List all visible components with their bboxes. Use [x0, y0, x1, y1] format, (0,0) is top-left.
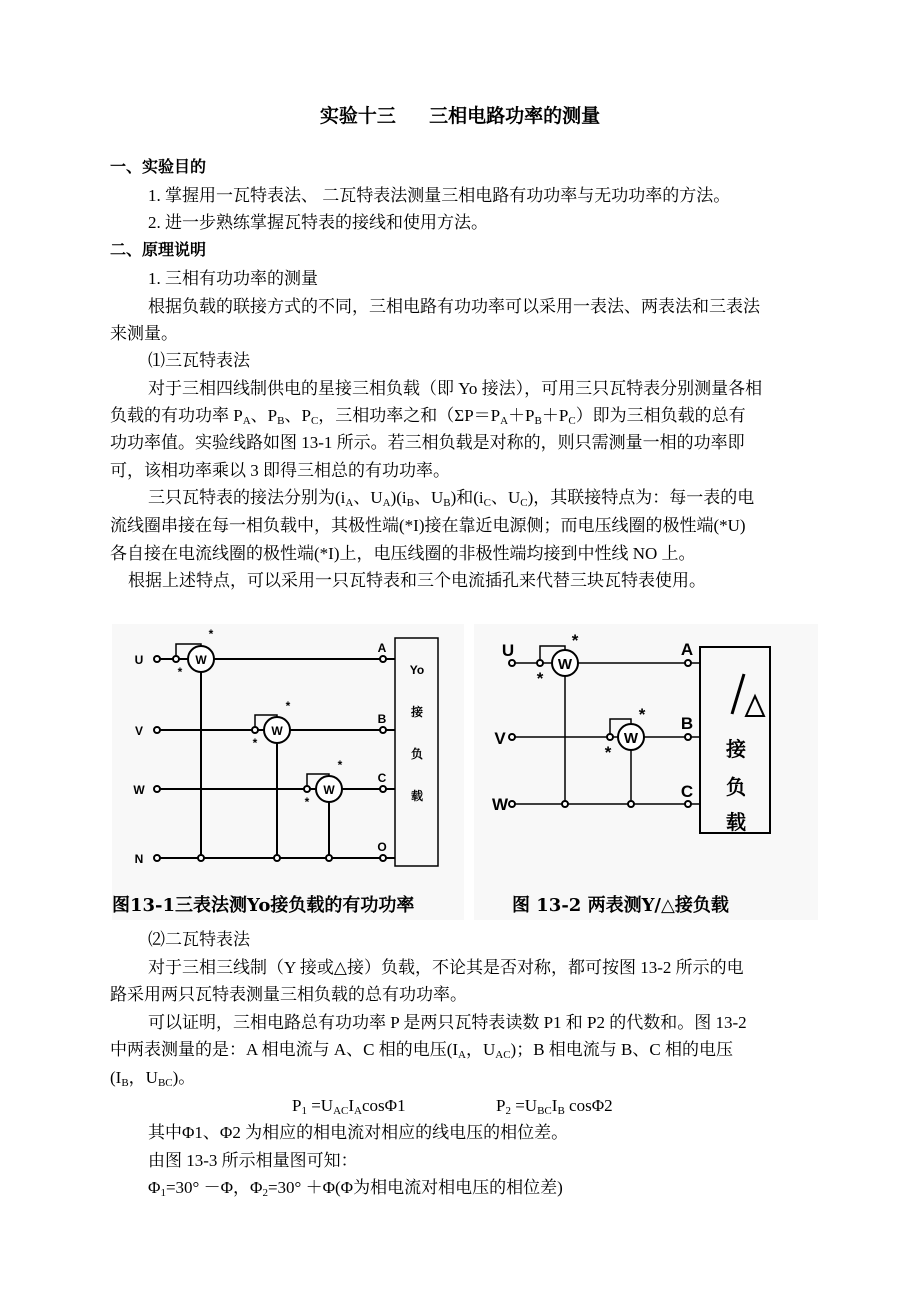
svg-text:*: * — [571, 631, 579, 650]
subscript: A — [500, 415, 509, 427]
paragraph-line — [148, 1150, 358, 1172]
paragraph-line — [148, 1012, 747, 1034]
svg-text:V: V — [494, 729, 506, 748]
subscript: B — [557, 1105, 565, 1117]
text-run: ＋P — [508, 406, 535, 425]
text-run: 1. 三相有功功率的测量 — [148, 269, 318, 288]
subscript: 2 — [262, 1187, 268, 1199]
subscript: BC — [157, 1077, 173, 1089]
text-run: 、U — [413, 488, 444, 507]
text-run: 根据上述特点，可以采用一只瓦特表和三个电流插孔来代替三块瓦特表使用。 — [128, 571, 706, 590]
paragraph-line — [128, 570, 706, 592]
text-run: 来测量。 — [110, 324, 178, 343]
text-run: 其中Φ1、Φ2 为相应的相电流对相应的线电压的相位差。 — [148, 1123, 569, 1142]
subscript: AC — [333, 1105, 349, 1117]
svg-text:负: 负 — [410, 747, 424, 761]
svg-text:N: N — [134, 852, 144, 866]
text-run: 负载的有功功率 P — [110, 406, 243, 425]
subscript: A — [242, 415, 251, 427]
paragraph-line — [110, 405, 746, 427]
text-run: 、U — [353, 488, 383, 507]
svg-text:W: W — [323, 783, 335, 797]
subscript: BC — [537, 1105, 552, 1117]
paragraph-line — [110, 323, 178, 345]
text-run: 流线圈串接在每一相负载中，其极性端(*I)接在靠近电源侧；而电压线圈的极性端(*U) — [110, 516, 746, 535]
text-run: 根据负载的联接方式的不同，三相电路有功功率可以采用一表法、两表法和三表法 — [148, 297, 760, 316]
subscript: 2 — [505, 1105, 511, 1117]
paragraph-line — [110, 1039, 733, 1061]
paragraph-line — [148, 487, 754, 509]
text-run: ）即为三相负载的总有 — [575, 406, 746, 425]
svg-text:A: A — [377, 641, 387, 655]
paragraph-line — [148, 1122, 568, 1144]
text-run: 中两表测量的是：A 相电流与 A、C 相的电压(I — [110, 1040, 459, 1059]
subheading-two-wattmeter — [148, 929, 250, 951]
formula-p1 — [292, 1095, 406, 1117]
text-run: 可，该相功率乘以 3 即得三相总的有功功率。 — [110, 461, 450, 480]
text-run: 、P — [250, 406, 278, 425]
text-run: 、P — [284, 406, 311, 425]
svg-text:B: B — [680, 714, 694, 733]
svg-text:*: * — [536, 669, 544, 688]
text-run: 、U — [490, 488, 521, 507]
text-run: P — [292, 1096, 302, 1115]
svg-text:W: W — [491, 795, 509, 814]
subscript: B — [277, 415, 285, 427]
svg-text:A: A — [680, 640, 694, 659]
text-run: I — [551, 1096, 558, 1115]
svg-text:W: W — [271, 724, 283, 738]
text-run: (I — [110, 1068, 122, 1087]
svg-text:W: W — [557, 656, 573, 673]
text-run: )。 — [172, 1068, 196, 1087]
svg-text:C: C — [680, 782, 694, 801]
svg-text:B: B — [377, 712, 387, 726]
three-wattmeter-circuit-diagram — [112, 624, 464, 920]
paragraph-line — [110, 432, 745, 454]
text-run: 三只瓦特表的接法分别为(i — [148, 488, 346, 507]
paragraph-line — [148, 378, 762, 400]
svg-text:W: W — [195, 653, 207, 667]
paragraph-line — [148, 296, 760, 318]
subscript: A — [354, 1105, 362, 1117]
svg-text:V: V — [134, 724, 144, 738]
page-title — [0, 101, 920, 128]
text-run: ⑴三瓦特表法 — [148, 351, 250, 370]
svg-text:W: W — [133, 783, 145, 797]
subheading-three-wattmeter — [148, 350, 250, 372]
text-run: Φ — [148, 1178, 161, 1197]
subscript: B — [443, 497, 451, 509]
subscript: B — [406, 497, 414, 509]
svg-text:负: 负 — [726, 777, 746, 799]
text-run: =30° －Φ，Φ — [165, 1178, 263, 1197]
paragraph-line — [148, 957, 744, 979]
paragraph-line — [110, 1067, 195, 1089]
title-experiment-number: 实验十三 — [319, 106, 396, 127]
subscript: A — [345, 497, 354, 509]
svg-text:*: * — [638, 705, 646, 724]
formula-p2 — [496, 1095, 613, 1117]
subscript: C — [310, 415, 319, 427]
text-run: =U — [510, 1096, 538, 1115]
text-run: cosΦ2 — [564, 1096, 613, 1115]
text-run: ⑵二瓦特表法 — [148, 930, 250, 949]
section-heading-purpose: 一、实验目的 — [110, 159, 207, 176]
subscript: C — [568, 415, 576, 427]
text-run: ，三相功率之和（ΣP＝P — [318, 406, 501, 425]
paragraph-line — [148, 212, 488, 234]
svg-text:接: 接 — [410, 705, 424, 719]
subscript: A — [382, 497, 391, 509]
text-run: ，U — [128, 1068, 158, 1087]
formula-phase-angles — [148, 1177, 563, 1199]
section-heading-principle: 二、原理说明 — [110, 242, 207, 259]
subscript: A — [458, 1049, 466, 1061]
svg-text:W: W — [623, 730, 639, 747]
svg-text:*: * — [604, 743, 612, 762]
text-run: =30° ＋Φ(Φ为相电流对相电压的相位差) — [267, 1178, 563, 1197]
svg-text:*: * — [337, 758, 343, 772]
svg-text:C: C — [377, 771, 387, 785]
figure-13-2 — [474, 624, 818, 920]
text-run: 路采用两只瓦特表测量三相负载的总有功功率。 — [110, 985, 467, 1004]
figure-13-1 — [112, 624, 464, 920]
svg-text:U: U — [134, 653, 144, 667]
paragraph-line — [110, 515, 746, 537]
svg-text:Yo: Yo — [409, 663, 425, 677]
subscript: AC — [495, 1049, 511, 1061]
paragraph-line — [148, 185, 730, 207]
subscript: 1 — [301, 1105, 307, 1117]
paragraph-line — [110, 543, 696, 565]
paragraph-line — [110, 984, 467, 1006]
text-run: )(i — [390, 488, 407, 507]
subscript: 1 — [160, 1187, 166, 1199]
text-run: 对于三相四线制供电的星接三相负载（即 Yo 接法），可用三只瓦特表分别测量各相 — [148, 379, 763, 398]
text-run: )，其联接特点为：每一表的电 — [527, 488, 755, 507]
two-wattmeter-circuit-diagram — [474, 624, 818, 920]
text-run: )和(i — [450, 488, 484, 507]
paragraph-line — [110, 460, 450, 482]
svg-text:*: * — [208, 627, 214, 641]
figure-13-1-caption: 图13-1三表法测Yo接负载的有功功率 — [112, 895, 415, 916]
subscript: C — [483, 497, 491, 509]
text-run: 由图 13-3 所示相量图可知： — [148, 1151, 358, 1170]
subscript: C — [520, 497, 528, 509]
text-run: cosΦ1 — [362, 1096, 406, 1115]
svg-text:接: 接 — [726, 739, 746, 761]
svg-text:*: * — [304, 795, 310, 809]
text-run: 2. 进一步熟练掌握瓦特表的接线和使用方法。 — [148, 213, 488, 232]
svg-text:*: * — [285, 699, 291, 713]
text-run: 1. 掌握用一瓦特表法、 二瓦特表法测量三相电路有功功率与无功功率的方法。 — [148, 186, 731, 205]
text-run: P — [496, 1096, 506, 1115]
subscript: B — [121, 1077, 129, 1089]
text-run: I — [348, 1096, 355, 1115]
svg-text:O: O — [377, 840, 387, 854]
svg-text:载: 载 — [410, 789, 424, 803]
svg-text:载: 载 — [726, 812, 746, 834]
text-run: )；B 相电流与 B、C 相的电压 — [510, 1040, 733, 1059]
text-run: 各自接在电流线圈的极性端(*I)上，电压线圈的非极性端均接到中性线 NO 上。 — [110, 544, 696, 563]
text-run: 可以证明，三相电路总有功功率 P 是两只瓦特表读数 P1 和 P2 的代数和。图 13-2 — [148, 1013, 747, 1032]
figure-13-2-caption: 图 13-2 两表测Y/△接负载 — [512, 895, 729, 916]
text-run: 对于三相三线制（Y 接或△接）负载，不论其是否对称，都可按图 13-2 所示的电 — [148, 958, 744, 977]
text-run: =U — [306, 1096, 334, 1115]
text-run: ＋P — [541, 406, 569, 425]
text-run: ，U — [465, 1040, 496, 1059]
svg-text:*: * — [252, 736, 258, 750]
svg-text:*: * — [177, 665, 183, 679]
subscript: B — [534, 415, 542, 427]
subheading-active-power — [148, 268, 318, 290]
svg-text:U: U — [501, 641, 515, 660]
title-topic: 三相电路功率的测量 — [429, 106, 601, 127]
text-run: 功功率值。实验线路如图 13-1 所示。若三相负载是对称的，则只需测量一相的功率即 — [110, 433, 745, 452]
